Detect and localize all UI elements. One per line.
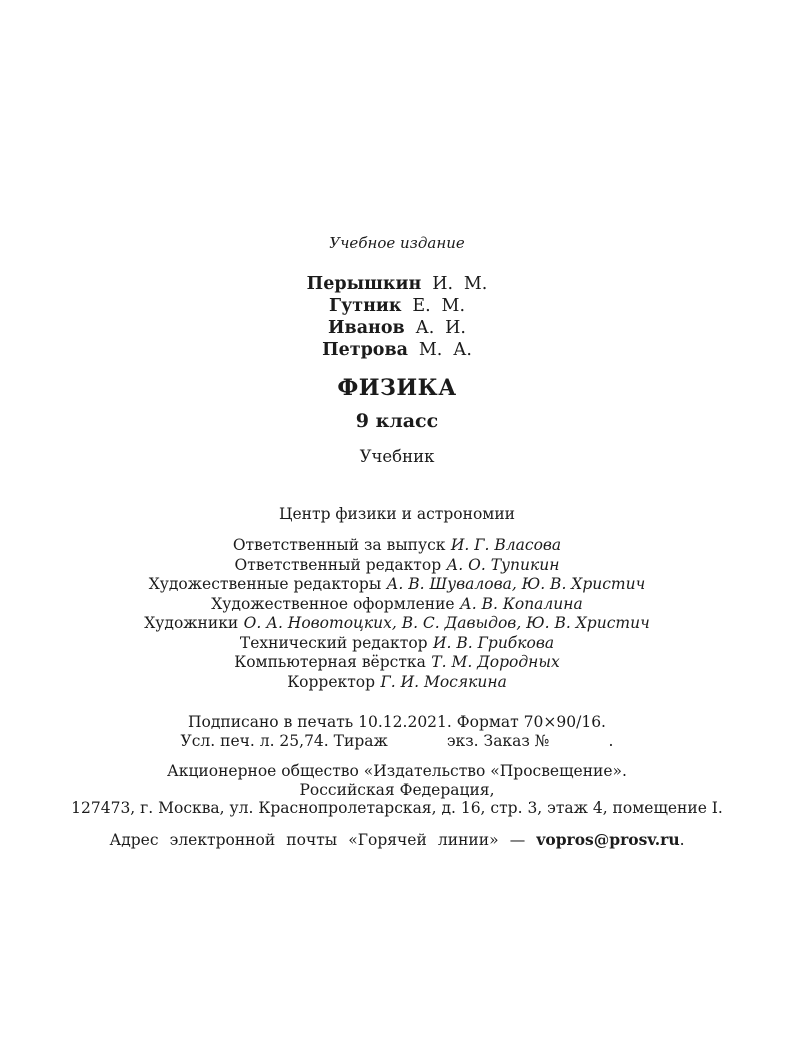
credit-names: И. В. Грибкова — [433, 633, 555, 652]
credit-line — [0, 653, 794, 673]
author-surname: Перышкин — [306, 274, 422, 294]
author-surname: Иванов — [328, 318, 405, 338]
credit-line — [0, 556, 794, 576]
credit-names: А. В. Копалина — [460, 594, 583, 613]
credit-line — [0, 634, 794, 654]
author-initials: Е. М. — [412, 296, 466, 316]
credit-names: Г. И. Мосякина — [380, 672, 507, 691]
publisher-address: 127473, г. Москва, ул. Краснопролетарская, д. 16, стр. 3, этаж 4, помещение I. — [71, 799, 723, 817]
hotline-email: vopros@prosv.ru — [536, 829, 680, 849]
publisher-name: Акционерное общество «Издательство «Просвещение». — [167, 762, 627, 780]
credit-names: А. В. Шувалова, Ю. В. Христич — [386, 575, 646, 593]
edition-note: Учебное издание — [329, 234, 465, 252]
hotline-suffix: . — [679, 830, 685, 849]
print-info-block — [0, 713, 794, 751]
credit-names: О. А. Новотоцких, В. С. Давыдов, Ю. В. Христич — [243, 614, 650, 632]
credit-names: Т. М. Дородных — [431, 653, 560, 671]
credit-role: Художественное оформление — [211, 594, 455, 613]
publisher-block — [0, 762, 794, 818]
author-surname: Гутник — [328, 296, 402, 316]
author-line — [0, 273, 794, 295]
grade-line: 9 класс — [355, 410, 439, 432]
credit-line — [0, 575, 794, 595]
department-name: Центр физики и астрономии — [278, 505, 516, 523]
credit-line — [0, 536, 794, 556]
book-title: ФИЗИКА — [337, 375, 457, 401]
credit-line — [0, 614, 794, 634]
credit-role: Ответственный редактор — [234, 555, 442, 574]
print-run-order-line: Усл. печ. л. 25,74. Тираж экз. Заказ № . — [180, 732, 614, 750]
hotline-line — [0, 830, 794, 850]
credit-role: Художники — [144, 614, 239, 632]
credit-role: Компьютерная вёрстка — [234, 653, 426, 671]
credit-line — [0, 673, 794, 693]
author-initials: И. М. — [432, 274, 488, 294]
author-initials: М. А. — [418, 340, 472, 360]
publisher-country: Российская Федерация, — [299, 780, 495, 799]
credit-names: А. О. Тупикин — [446, 555, 560, 574]
author-surname: Петрова — [322, 340, 408, 360]
author-line — [0, 317, 794, 339]
credits-block — [0, 536, 794, 692]
print-date-format-line: Подписано в печать 10.12.2021. Формат 70×90/16. — [188, 713, 606, 731]
hotline-label: Адрес электронной почты «Горячей линии» — — [109, 830, 526, 849]
credit-names: И. Г. Власова — [450, 536, 562, 554]
authors-block — [0, 273, 794, 361]
author-line — [0, 339, 794, 361]
credit-role: Художественные редакторы — [148, 575, 382, 593]
credit-role: Технический редактор — [239, 633, 428, 652]
book-type: Учебник — [359, 447, 435, 466]
credit-role: Ответственный за выпуск — [232, 536, 446, 554]
author-line — [0, 295, 794, 317]
author-initials: А. И. — [415, 318, 466, 338]
credit-role: Корректор — [287, 672, 376, 691]
credit-line — [0, 595, 794, 615]
